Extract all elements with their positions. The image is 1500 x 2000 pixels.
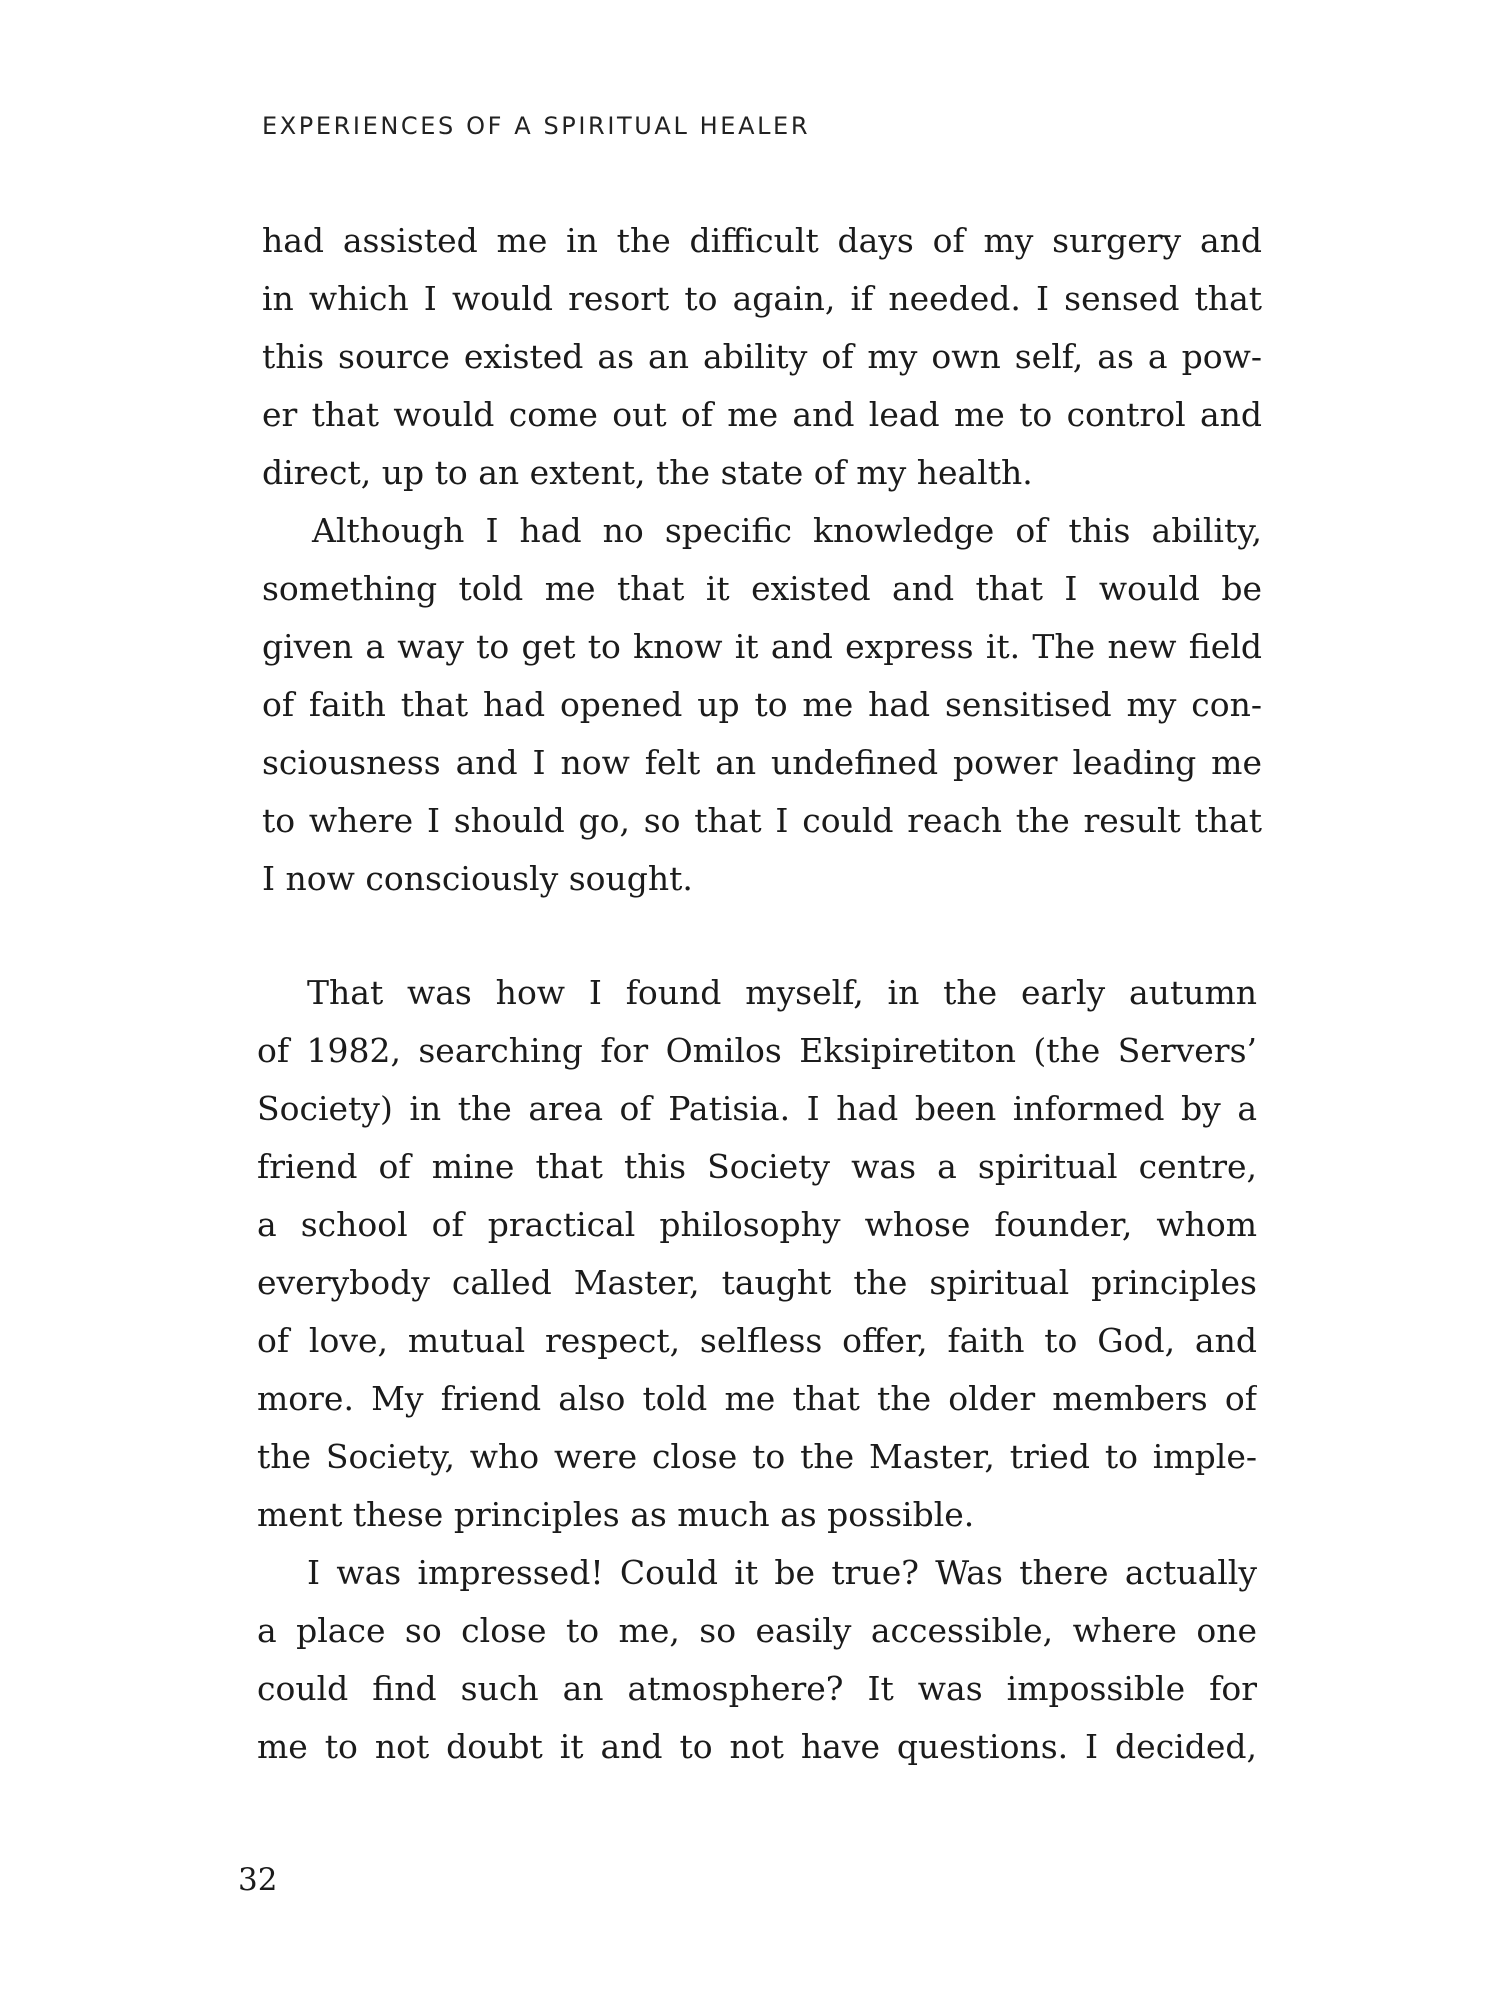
- text-line: given a way to get to know it and express it. The new field: [262, 627, 1262, 666]
- text-line: I now consciously sought.: [262, 859, 693, 898]
- paragraph: [262, 212, 1262, 502]
- text-line: of faith that had opened up to me had sensitised my con-: [262, 685, 1262, 724]
- text-line: more. My friend also told me that the older members of: [257, 1379, 1257, 1418]
- text-line: could find such an atmosphere? It was impossible for: [257, 1669, 1257, 1708]
- text-block-1: [262, 212, 1262, 908]
- text-line: Although I had no specific knowledge of this ability,: [312, 511, 1262, 550]
- text-line: sciousness and I now felt an undefined power leading me: [262, 743, 1262, 782]
- text-line: Society) in the area of Patisia. I had been informed by a: [257, 1089, 1257, 1128]
- text-line: er that would come out of me and lead me to control and: [262, 395, 1262, 434]
- page-number: 32: [238, 1862, 278, 1898]
- text-line: That was how I found myself, in the early autumn: [307, 973, 1257, 1012]
- paragraph: [262, 502, 1262, 908]
- text-block-2: [257, 964, 1257, 1776]
- text-line: me to not doubt it and to not have questions. I decided,: [257, 1727, 1257, 1766]
- text-line: everybody called Master, taught the spiritual principles: [257, 1263, 1257, 1302]
- paragraph: [257, 964, 1257, 1544]
- text-line: friend of mine that this Society was a spiritual centre,: [257, 1147, 1257, 1186]
- text-line: ment these principles as much as possible.: [257, 1495, 975, 1534]
- text-line: a school of practical philosophy whose founder, whom: [257, 1205, 1257, 1244]
- text-line: a place so close to me, so easily accessible, where one: [257, 1611, 1257, 1650]
- text-line: in which I would resort to again, if needed. I sensed that: [262, 279, 1262, 318]
- text-line: had assisted me in the difficult days of my surgery and: [262, 221, 1262, 260]
- text-line: the Society, who were close to the Master, tried to imple-: [257, 1437, 1257, 1476]
- text-line: I was impressed! Could it be true? Was there actually: [307, 1553, 1257, 1592]
- text-line: direct, up to an extent, the state of my health.: [262, 453, 1033, 492]
- text-line: something told me that it existed and that I would be: [262, 569, 1262, 608]
- running-head: EXPERIENCES OF A SPIRITUAL HEALER: [262, 112, 811, 140]
- paragraph: [257, 1544, 1257, 1776]
- text-line: of love, mutual respect, selfless offer, faith to God, and: [257, 1321, 1257, 1360]
- text-line: this source existed as an ability of my own self, as a pow-: [262, 337, 1262, 376]
- text-line: to where I should go, so that I could reach the result that: [262, 801, 1262, 840]
- text-line: of 1982, searching for Omilos Eksipiretiton (the Servers’: [257, 1031, 1257, 1070]
